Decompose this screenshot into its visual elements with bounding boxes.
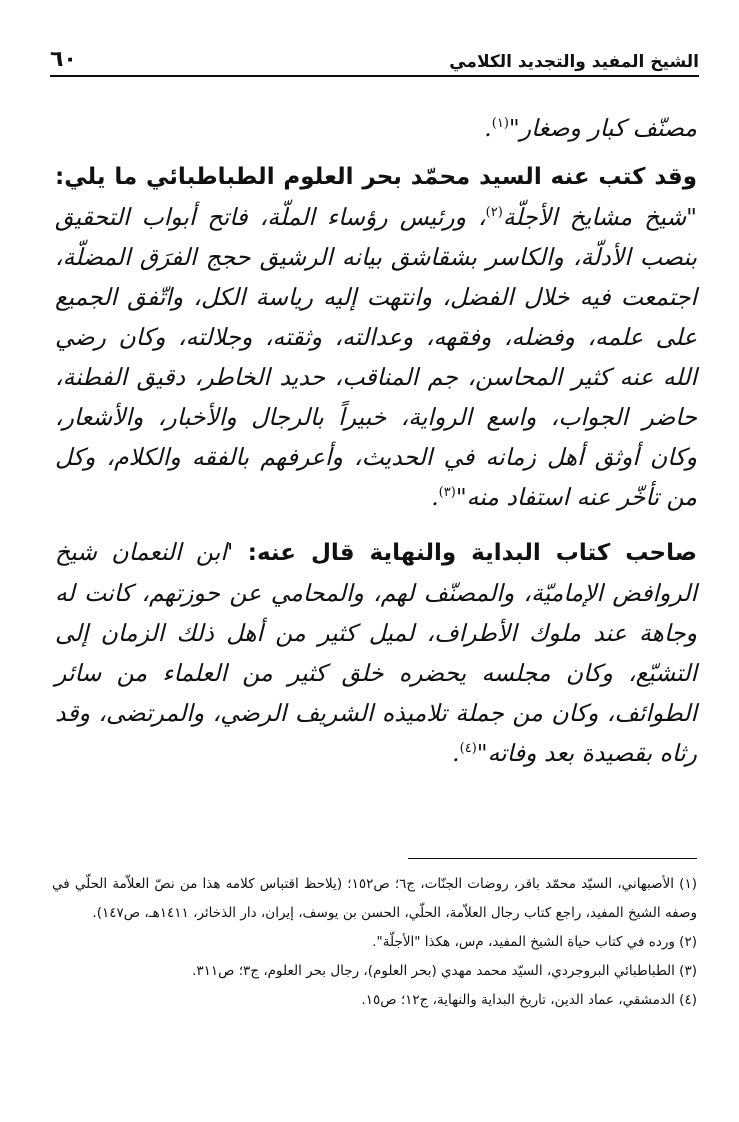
paragraph-3-end: . [452,739,460,767]
page-header [50,30,699,72]
page-number: ٦٠ [50,47,77,72]
footnote-3: (٣) الطباطبائي البروجردي، السيّد محمد مهدي (بحر العلوم)، رجال بحر العلوم، ج٣؛ ص٣١١. [192,963,697,979]
footnote-separator [408,858,697,859]
paragraph-2-quote-start: "شيخ مشايخ الأجلّة [502,203,697,231]
footnote-1: (١) الأصبهاني، السيّد محمّد باقر، روضات الجنّات، ج٦؛ ص١٥٢؛ (يلاحظ اقتباس كلامه هذا من نصّ العلاّمة الحلّي في وصفه الشيخ المفيد، راجع كتاب رجال العلاّمة، الحلّي، الحسن بن يوسف، إيران، دار الذخائر، ١٤١١هـ، ص١٤٧). [52,876,697,921]
footnote-ref-1: (١) [491,116,509,132]
footnote-2: (٢) ورده في كتاب حياة الشيخ المفيد، م‌س، هكذا "الأجلّة". [372,934,697,950]
paragraph-2-lead: وقد كتب عنه السيد محمّد بحر العلوم الطباطبائي ما يلي: [55,164,697,190]
footnote-ref-3: (٣) [438,485,456,501]
paragraph-2-end: . [431,483,439,511]
paragraph-3 [55,532,697,773]
main-text [55,108,697,788]
footnote-ref-4: (٤) [459,741,477,757]
paragraph-3-text: 'ابن النعمان شيخ الروافض الإماميّة، والمصنّف لهم، والمحامي عن حوزتهم، كانت له وجاهة عند ملوك الأطراف، لميل كثير من أهل ذلك الزمان إلى التشيّع، وكان مجلسه يحضره خلق كثير من العلماء من سائر الطوائف، وكان من جملة تلاميذه الشريف الرضي، والمرتضى، وقد رثاه بقصيدة بعد وفاته" [55,538,697,767]
header-rule [50,75,699,77]
footnote-ref-2: (٢) [485,205,503,221]
paragraph-2-quote-rest: ، ورئيس رؤساء الملّة، فاتح أبواب التحقيق بنصب الأدلّة، والكاسر بشقاشق بيانه الرشيق حجج الفرَق المضلّة، اجتمعت فيه خلال الفضل، وانتهت إليه رياسة الكل، واتّفق الجميع على علمه، وفضله، وفقهه، وعدالته، وثقته، وجلالته، وكان رضي الله عنه كثير المحاسن، جم المناقب، حديد الخاطر، دقيق الفطنة، حاضر الجواب، واسع الرواية، خبيراً بالرجال والأخبار، والأشعار، وكان أوثق أهل زمانه في الحديث، وأعرفهم بالفقه والكلام، وكل من تأخّر عنه استفاد منه" [55,203,697,511]
paragraph-1 [55,108,697,148]
running-title: الشيخ المفيد والتجديد الكلامي [449,52,699,72]
paragraph-2 [55,156,697,517]
paragraph-3-lead: صاحب كتاب البداية والنهاية قال عنه: [247,540,697,566]
footnotes [52,870,697,1015]
paragraph-1-end: . [484,114,492,142]
paragraph-1-text: مصنّف كبار وصغار" [508,114,697,142]
footnote-4: (٤) الدمشقي، عماد الدين، تاريخ البداية والنهاية، ج١٢؛ ص١٥. [361,992,697,1008]
